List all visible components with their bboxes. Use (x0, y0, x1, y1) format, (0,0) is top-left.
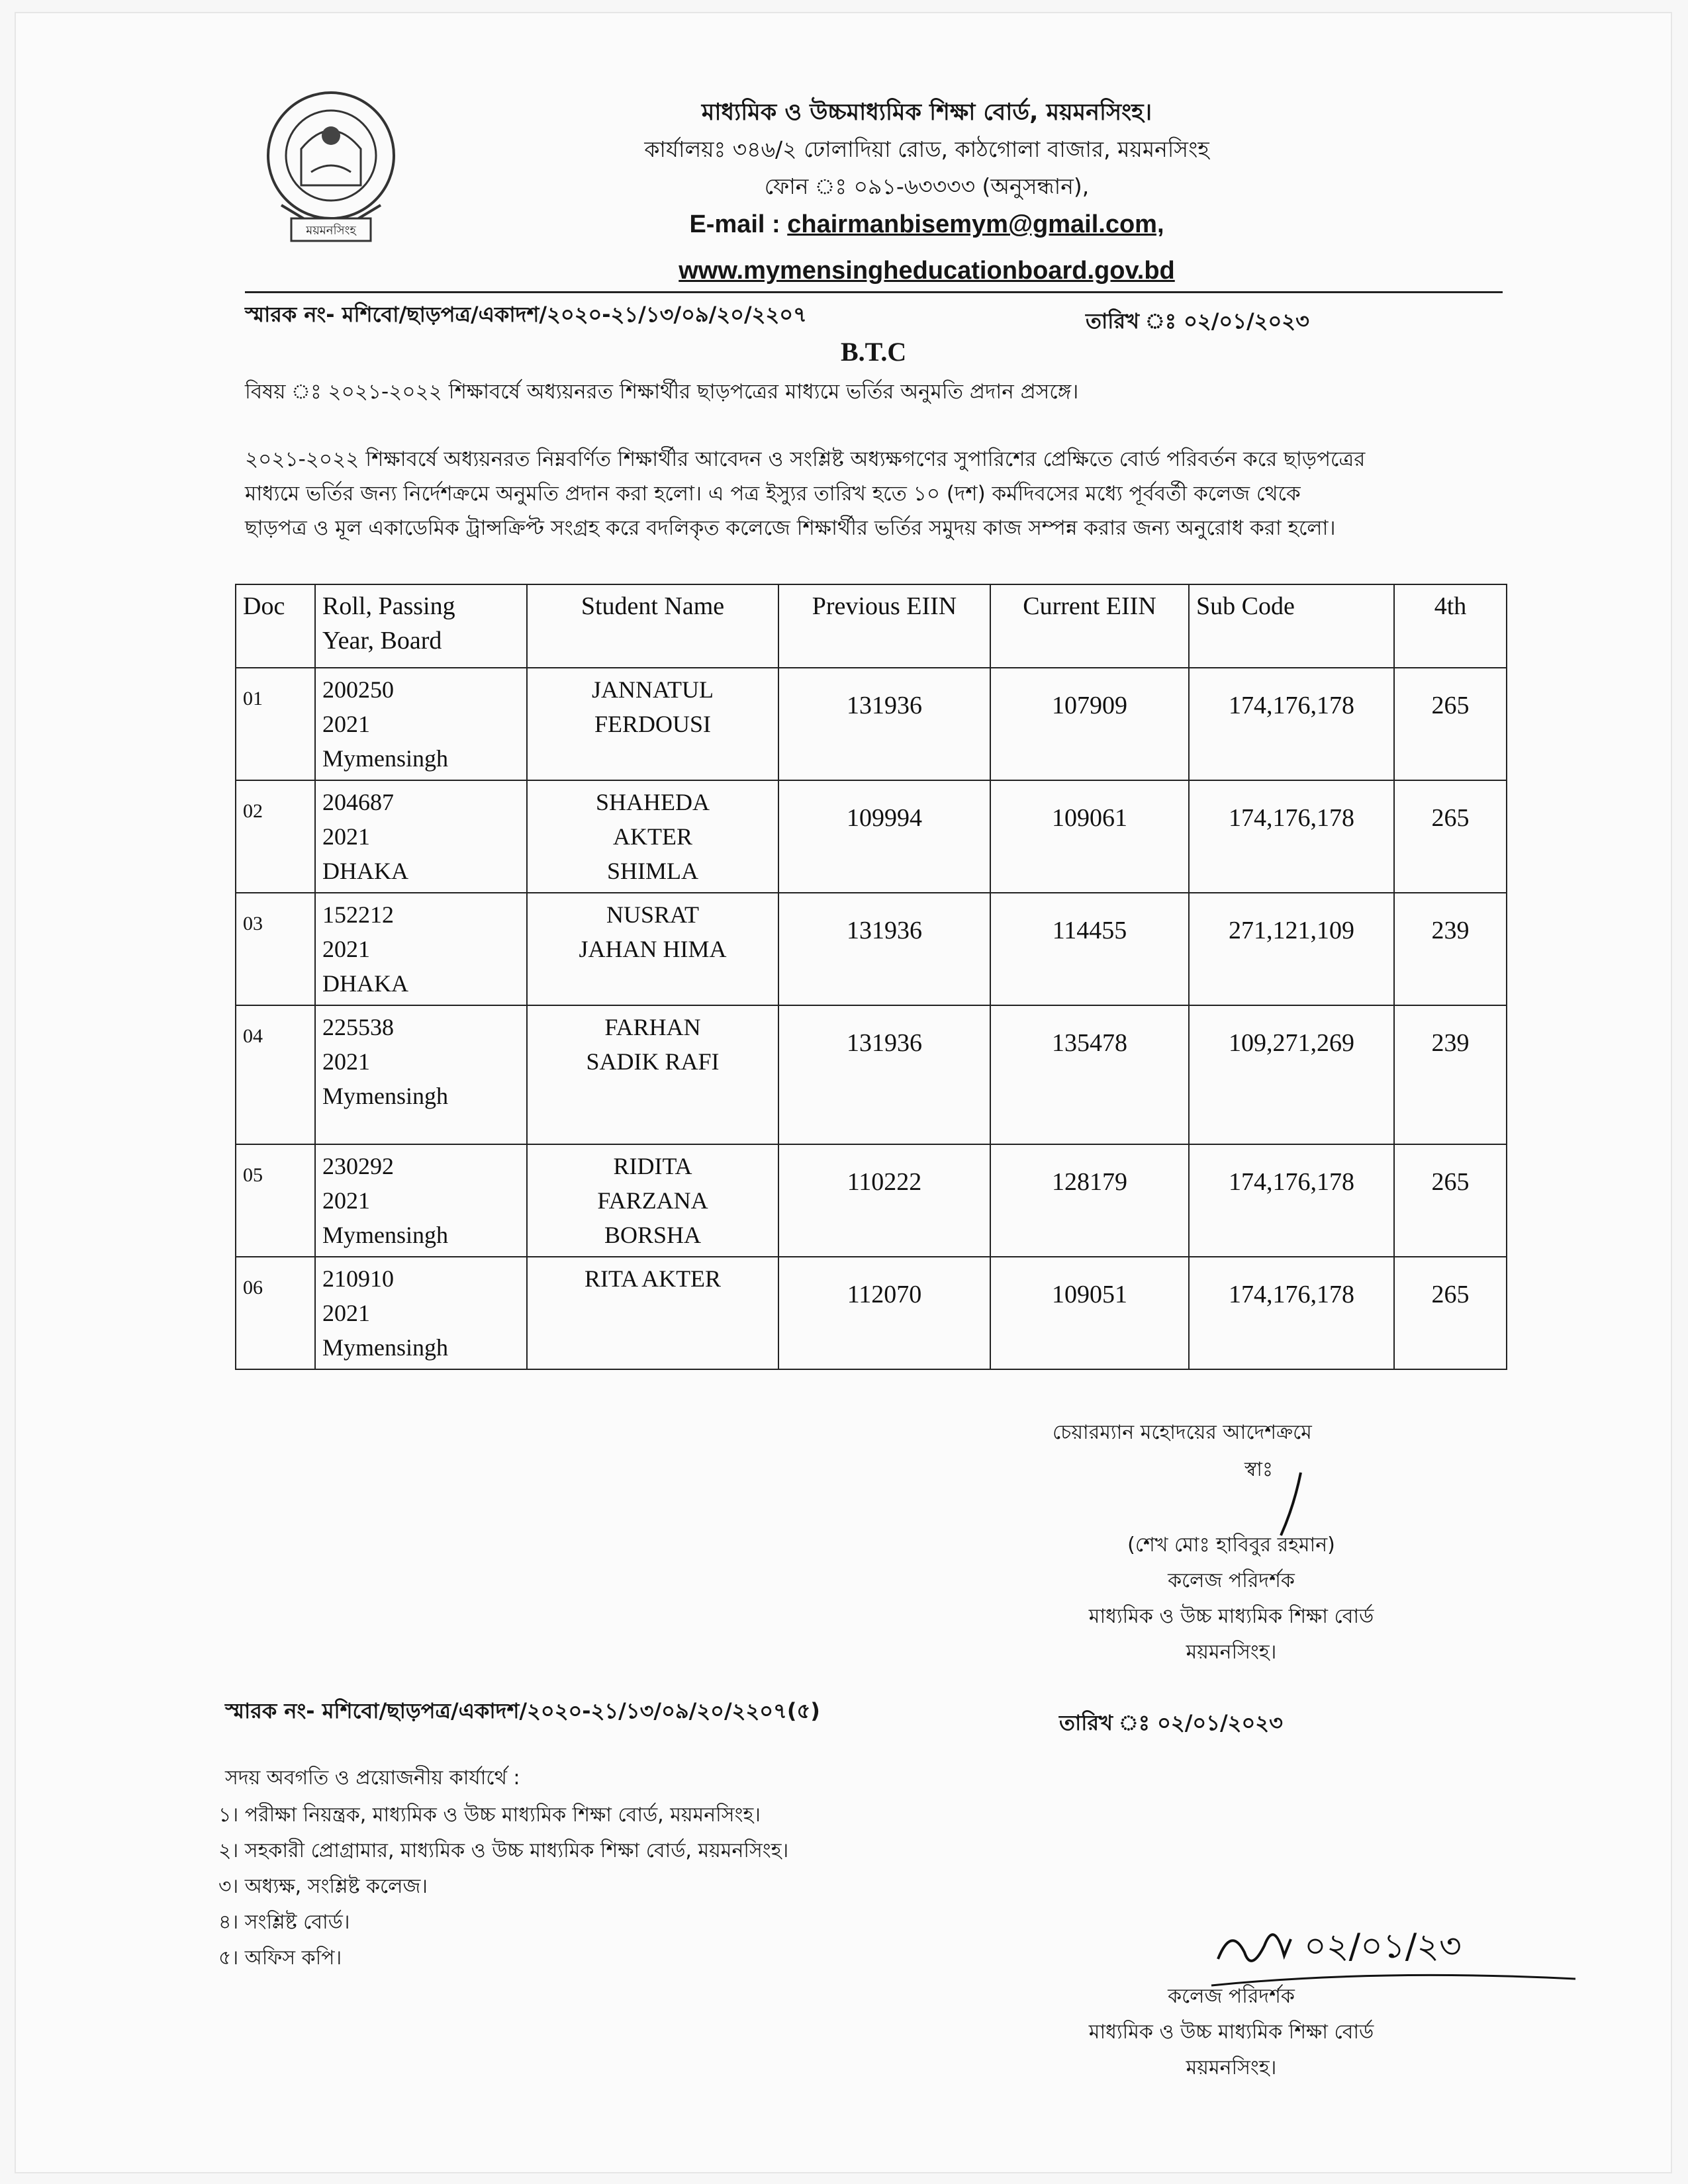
cell-roll (315, 780, 527, 893)
signatory2-city: ময়মনসিংহ। (1186, 2056, 1277, 2079)
table-header-row (236, 584, 1507, 668)
previous-eiin: 131936 (847, 1029, 922, 1057)
header-student-name: Student Name (527, 584, 778, 668)
board-name-cell: Mymensingh (322, 1334, 449, 1361)
cell-current-eiin (990, 780, 1189, 893)
memo2-date: তারিখ ঃ ০২/০১/২০২৩ (1059, 1710, 1283, 1735)
current-eiin: 128179 (1052, 1168, 1127, 1196)
name-line-1: NUSRAT (606, 901, 700, 928)
cell-current-eiin (990, 668, 1189, 780)
memo-number: স্মারক নং- মশিবো/ছাড়পত্র/একাদশ/২০২০-২১/১৩/০৯/২০/২২০৭ (245, 302, 807, 327)
signatory2-title: কলেজ পরিদর্শক (1168, 1985, 1295, 2008)
roll-number: 204687 (322, 789, 394, 815)
cell-fourth (1394, 1005, 1507, 1144)
cell-current-eiin (990, 1257, 1189, 1369)
header-fourth: 4th (1394, 584, 1507, 668)
doc-number: 03 (243, 913, 263, 934)
sub-code: 271,121,109 (1229, 917, 1354, 944)
cell-student-name (527, 668, 778, 780)
name-line-2: FARZANA (597, 1187, 708, 1214)
doc-number: 04 (243, 1025, 263, 1047)
table-row (236, 1005, 1507, 1144)
previous-eiin: 131936 (847, 692, 922, 719)
table-row (236, 668, 1507, 780)
signatory2-block (1033, 1979, 1430, 2086)
cell-fourth (1394, 893, 1507, 1005)
passing-year: 2021 (322, 1187, 370, 1214)
passing-year: 2021 (322, 823, 370, 850)
header-roll-line1: Roll, Passing (322, 592, 455, 620)
cc-item-4: ৪। সংশ্লিষ্ট বোর্ড। (218, 1911, 350, 1934)
header-divider (245, 291, 1503, 293)
name-line-1: RIDITA (613, 1153, 692, 1179)
name-line-3: SHIMLA (606, 858, 698, 884)
cc-item-2: ২। সহকারী প্রোগ্রামার, মাধ্যমিক ও উচ্চ মাধ্যমিক শিক্ষা বোর্ড, ময়মনসিংহ। (218, 1839, 789, 1862)
website-link[interactable]: www.mymensingheducationboard.gov.bd (679, 257, 1175, 285)
previous-eiin: 112070 (847, 1281, 922, 1308)
table-row (236, 1257, 1507, 1369)
doc-number: 06 (243, 1277, 263, 1298)
memo-date: তারিখ ঃ ০২/০১/২০২৩ (1086, 308, 1309, 334)
current-eiin: 107909 (1052, 692, 1127, 719)
roll-number: 225538 (322, 1014, 394, 1040)
cell-current-eiin (990, 1144, 1189, 1257)
cc-intro: সদয় অবগতি ও প্রয়োজনীয় কার্যার্থে : (225, 1766, 520, 1790)
cell-previous-eiin (778, 893, 990, 1005)
fourth-subject: 239 (1431, 917, 1470, 944)
body-paragraph (245, 442, 1476, 545)
btc-label: B.T.C (841, 337, 907, 367)
cell-doc (236, 668, 315, 780)
doc-number: 02 (243, 800, 263, 822)
cell-sub-code (1189, 1005, 1394, 1144)
signed-mark: স্বাঃ (1244, 1458, 1273, 1481)
name-line-1: RITA AKTER (584, 1265, 722, 1292)
roll-number: 200250 (322, 676, 394, 703)
doc-number: 05 (243, 1164, 263, 1186)
header-current-eiin: Current EIIN (990, 584, 1189, 668)
cell-fourth (1394, 780, 1507, 893)
cell-previous-eiin (778, 668, 990, 780)
sub-code: 109,271,269 (1229, 1029, 1354, 1057)
cell-student-name (527, 1005, 778, 1144)
cell-student-name (527, 1144, 778, 1257)
signatory-org: মাধ্যমিক ও উচ্চ মাধ্যমিক শিক্ষা বোর্ড (1088, 1605, 1374, 1628)
cell-roll (315, 893, 527, 1005)
sub-code: 174,176,178 (1229, 1281, 1354, 1308)
header-doc: Doc (236, 584, 315, 668)
doc-number: 01 (243, 688, 263, 709)
cell-current-eiin (990, 893, 1189, 1005)
cell-sub-code (1189, 668, 1394, 780)
cell-sub-code (1189, 893, 1394, 1005)
name-line-1: SHAHEDA (595, 789, 710, 815)
cell-student-name (527, 1257, 778, 1369)
website-line (463, 257, 1390, 285)
cell-doc (236, 780, 315, 893)
cc-list (218, 1797, 788, 1976)
student-table (235, 584, 1507, 1370)
svg-text:ময়মনসিংহ: ময়মনসিংহ (306, 224, 356, 238)
cell-fourth (1394, 1257, 1507, 1369)
cell-previous-eiin (778, 1257, 990, 1369)
name-line-3: BORSHA (604, 1222, 702, 1248)
name-line-2: AKTER (613, 823, 692, 850)
fourth-subject: 239 (1431, 1029, 1470, 1057)
cell-roll (315, 1144, 527, 1257)
roll-number: 152212 (322, 901, 394, 928)
name-line-2: SADIK RAFI (586, 1048, 720, 1075)
roll-number: 230292 (322, 1153, 394, 1179)
table-row (236, 893, 1507, 1005)
table-row (236, 780, 1507, 893)
cell-previous-eiin (778, 1005, 990, 1144)
cc-item-5: ৫। অফিস কপি। (218, 1946, 342, 1970)
current-eiin: 109051 (1052, 1281, 1127, 1308)
table-row (236, 1144, 1507, 1257)
email-line (463, 210, 1390, 239)
header-roll (315, 584, 527, 668)
board-name-cell: DHAKA (322, 858, 408, 884)
name-line-2: FERDOUSI (594, 711, 712, 737)
header-previous-eiin: Previous EIIN (778, 584, 990, 668)
cell-student-name (527, 893, 778, 1005)
header-sub-code: Sub Code (1189, 584, 1394, 668)
body-line-1: ২০২১-২০২২ শিক্ষাবর্ষে অধ্যয়নরত নিম্নবর্ণিত শিক্ষার্থীর আবেদন ও সংশ্লিষ্ট অধ্যক্ষগণের সুপারিশের প্রেক্ষিতে বোর্ড পরিবর্তন করে ছাড়পত্রের (245, 447, 1366, 471)
fourth-subject: 265 (1431, 1168, 1470, 1196)
fourth-subject: 265 (1431, 1281, 1470, 1308)
roll-number: 210910 (322, 1265, 394, 1292)
board-name-cell: Mymensingh (322, 1222, 449, 1248)
cell-previous-eiin (778, 780, 990, 893)
body-line-3: ছাড়পত্র ও মূল একাডেমিক ট্রান্সক্রিপ্ট সংগ্রহ করে বদলিকৃত কলেজে শিক্ষার্থীর ভর্তির সমুদয় কাজ সম্পন্ন করার জন্য অনুরোধ করা হলো। (245, 516, 1336, 540)
cell-sub-code (1189, 1144, 1394, 1257)
cell-student-name (527, 780, 778, 893)
current-eiin: 114455 (1052, 917, 1127, 944)
cell-doc (236, 893, 315, 1005)
passing-year: 2021 (322, 936, 370, 962)
previous-eiin: 110222 (847, 1168, 922, 1196)
cell-previous-eiin (778, 1144, 990, 1257)
signatory-title: কলেজ পরিদর্শক (1168, 1569, 1295, 1592)
sub-code: 174,176,178 (1229, 692, 1354, 719)
passing-year: 2021 (322, 1300, 370, 1326)
cell-roll (315, 1257, 527, 1369)
signatory2-org: মাধ্যমিক ও উচ্চ মাধ্যমিক শিক্ষা বোর্ড (1088, 2021, 1374, 2044)
current-eiin: 135478 (1052, 1029, 1127, 1057)
cell-roll (315, 1005, 527, 1144)
cell-sub-code (1189, 1257, 1394, 1369)
name-line-1: FARHAN (604, 1014, 701, 1040)
office-address: কার্যালয়ঃ ৩৪৬/২ ঢোলাদিয়া রোড, কাঠগোলা বাজার, ময়মনসিংহ (644, 136, 1209, 162)
signatory-block (1033, 1527, 1430, 1670)
board-name-cell: Mymensingh (322, 1083, 449, 1109)
subject-line: বিষয় ঃ ২০২১-২০২২ শিক্ষাবর্ষে অধ্যয়নরত শিক্ষার্থীর ছাড়পত্রের মাধ্যমে ভর্তির অনুমতি প্রদান প্রসঙ্গে। (245, 380, 1079, 404)
order-text: চেয়ারম্যান মহোদয়ের আদেশক্রমে (1053, 1421, 1312, 1444)
previous-eiin: 131936 (847, 917, 922, 944)
cell-current-eiin (990, 1005, 1189, 1144)
passing-year: 2021 (322, 1048, 370, 1075)
cell-doc (236, 1144, 315, 1257)
board-name-cell: DHAKA (322, 970, 408, 997)
passing-year: 2021 (322, 711, 370, 737)
email-label: E-mail : (689, 210, 788, 238)
sub-code: 174,176,178 (1229, 1168, 1354, 1196)
cell-sub-code (1189, 780, 1394, 893)
signatory-city: ময়মনসিংহ। (1186, 1641, 1277, 1664)
name-line-2: JAHAN HIMA (579, 936, 727, 962)
cell-fourth (1394, 1144, 1507, 1257)
memo2-number: স্মারক নং- মশিবো/ছাড়পত্র/একাদশ/২০২০-২১/১৩/০৯/২০/২২০৭(৫) (225, 1698, 820, 1723)
board-seal-logo (255, 86, 407, 251)
cell-doc (236, 1005, 315, 1144)
cc-item-1: ১। পরীক্ষা নিয়ন্ত্রক, মাধ্যমিক ও উচ্চ মাধ্যমিক শিক্ষা বোর্ড, ময়মনসিংহ। (218, 1803, 761, 1827)
signatory-name: (শেখ মোঃ হাবিবুর রহমান) (1127, 1533, 1335, 1557)
current-eiin: 109061 (1052, 804, 1127, 832)
body-line-2: মাধ্যমে ভর্তির জন্য নির্দেশক্রমে অনুমতি প্রদান করা হলো। এ পত্র ইস্যুর তারিখ হতে ১০ (দশ) কর্মদিবসের মধ্যে পূর্ববর্তী কলেজ থেকে (245, 482, 1301, 506)
email-link[interactable]: chairmanbisemym@gmail.com, (787, 210, 1164, 238)
handwritten-date: ০২/০১/২৩ (1304, 1927, 1462, 1966)
board-name: মাধ্যমিক ও উচ্চমাধ্যমিক শিক্ষা বোর্ড, ময়মনসিংহ। (701, 99, 1152, 126)
fourth-subject: 265 (1431, 692, 1470, 719)
cell-roll (315, 668, 527, 780)
cc-item-3: ৩। অধ্যক্ষ, সংশ্লিষ্ট কলেজ। (218, 1875, 428, 1898)
previous-eiin: 109994 (847, 804, 922, 832)
name-line-1: JANNATUL (592, 676, 714, 703)
cell-fourth (1394, 668, 1507, 780)
sub-code: 174,176,178 (1229, 804, 1354, 832)
board-name-cell: Mymensingh (322, 745, 449, 772)
header-roll-line2: Year, Board (322, 627, 442, 655)
fourth-subject: 265 (1431, 804, 1470, 832)
cell-doc (236, 1257, 315, 1369)
phone-number: ফোন ঃ ০৯১-৬৩৩৩৩ (অনুসন্ধান), (764, 173, 1090, 199)
